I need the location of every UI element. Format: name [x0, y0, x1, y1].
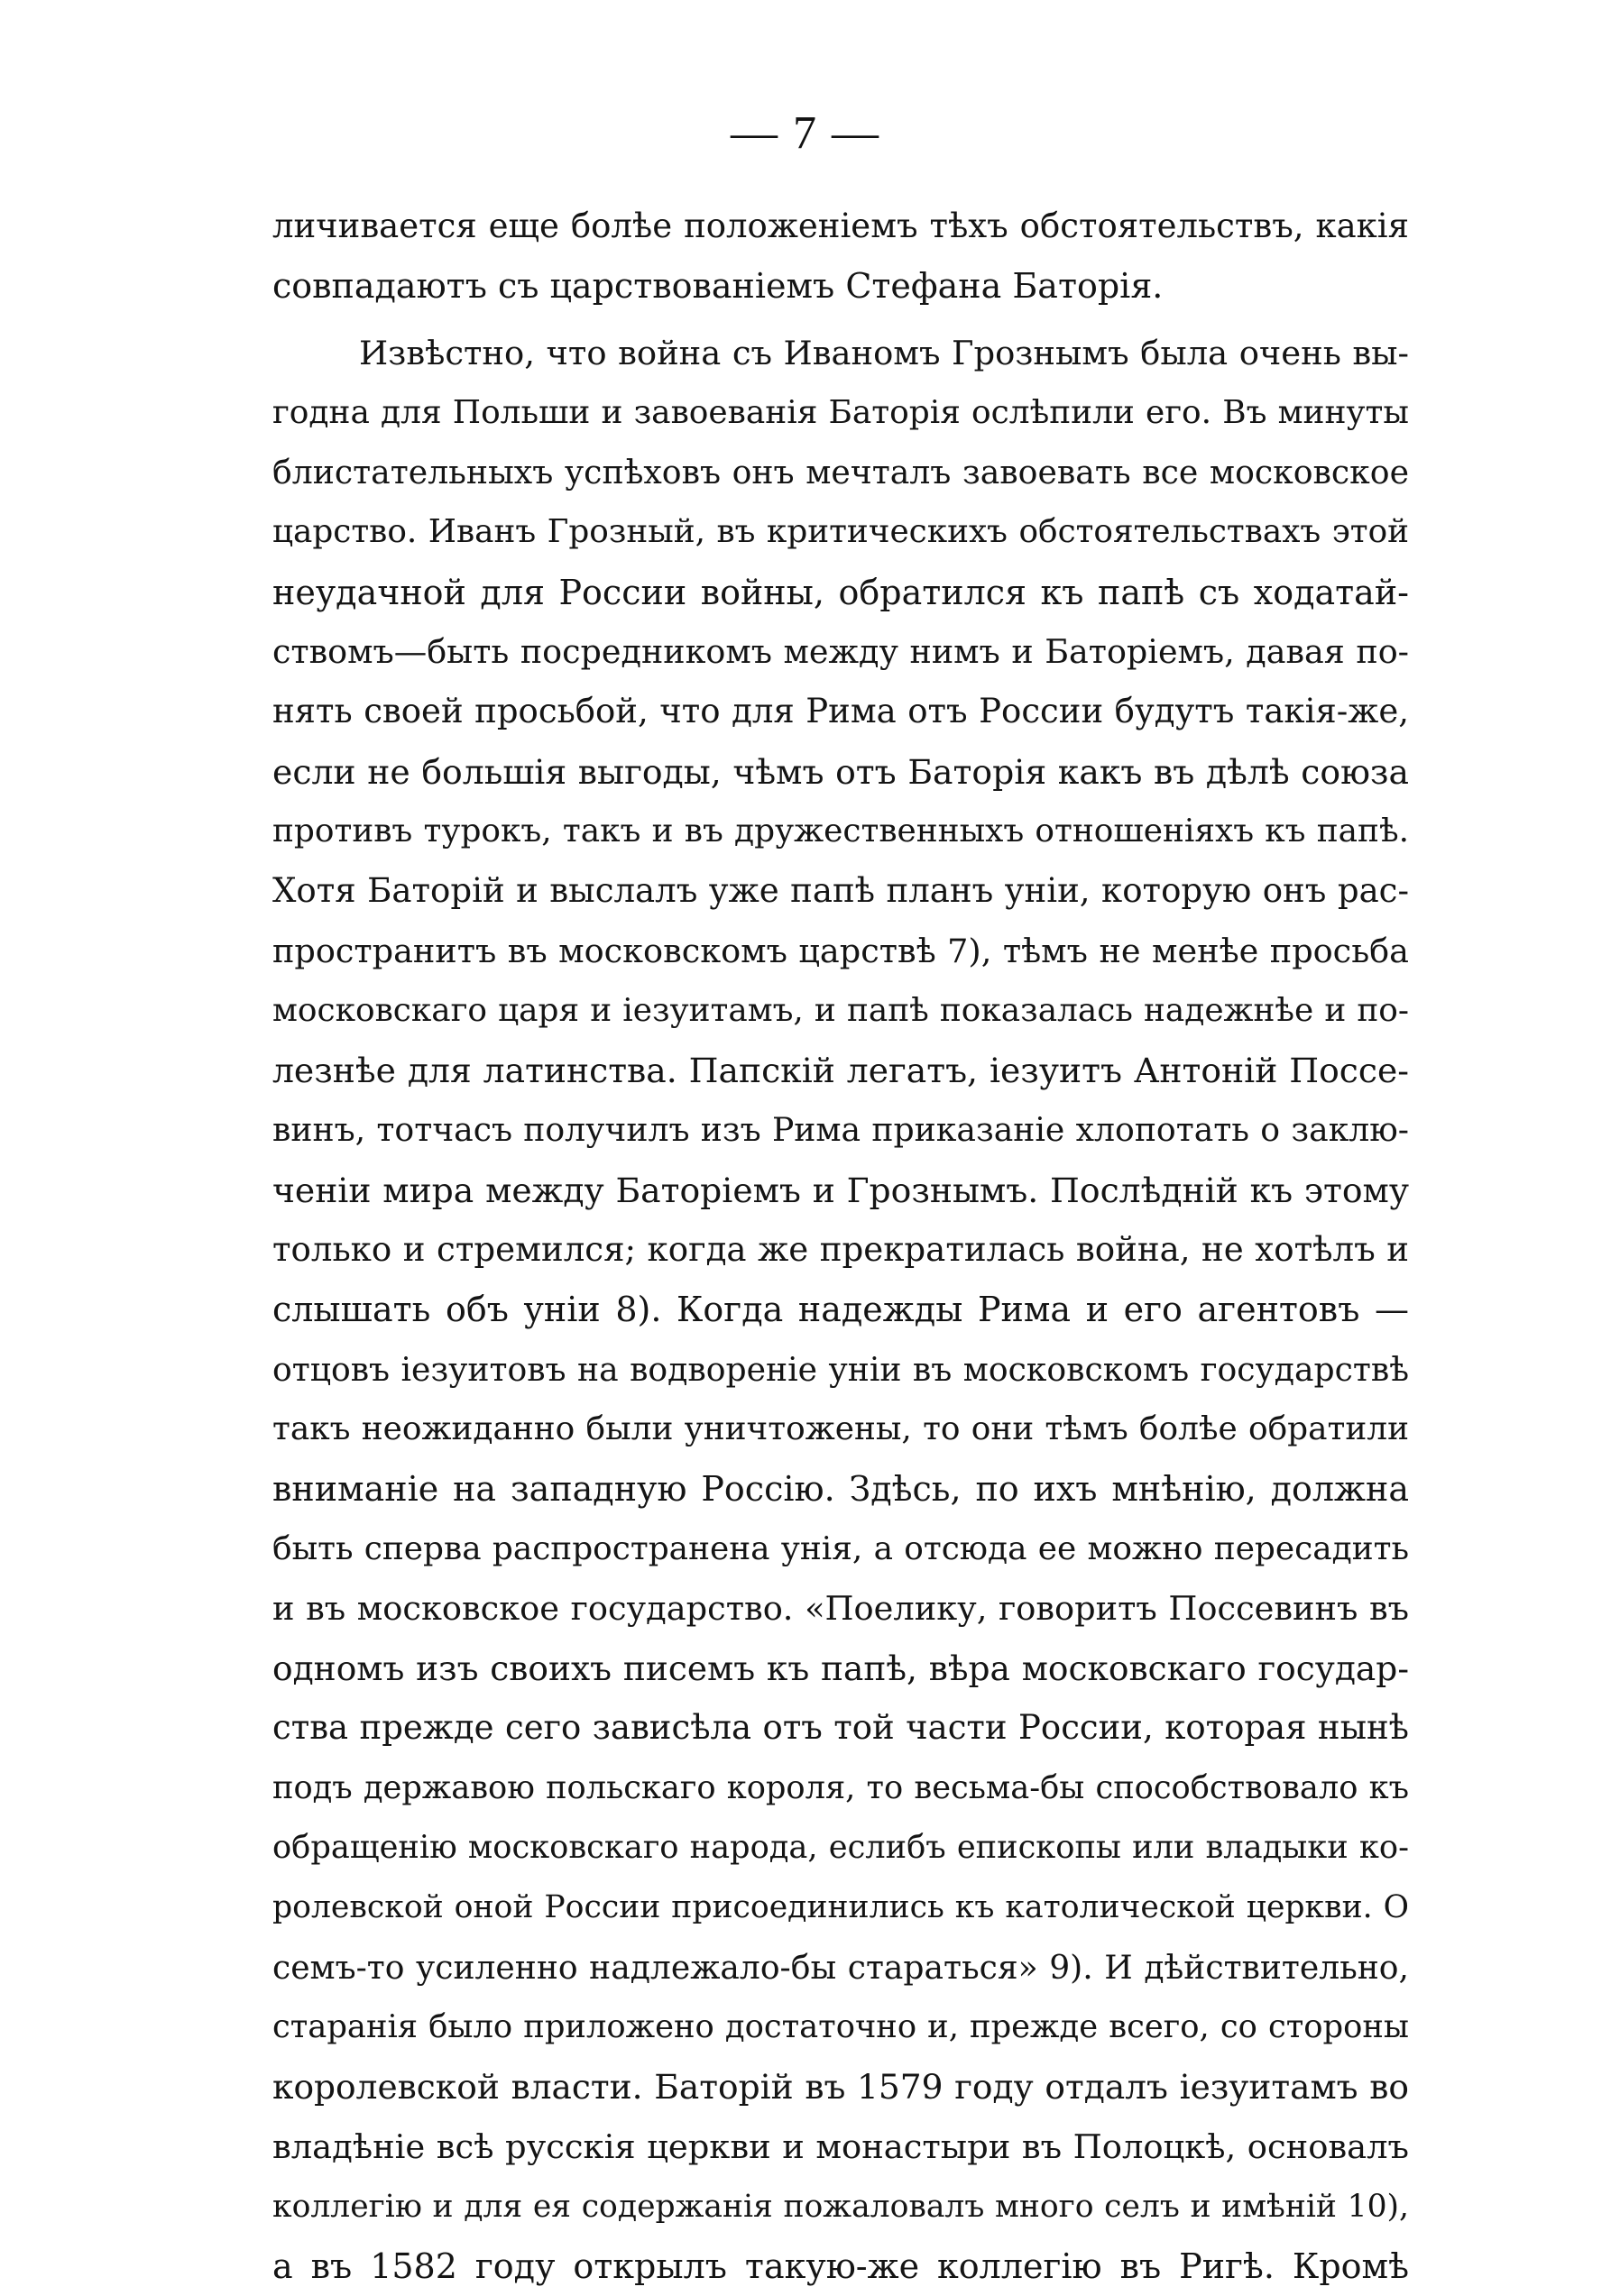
page-number: — 7 — [731, 107, 880, 159]
text-line: владѣніе всѣ русскія церкви и монастыри въ Полоцкѣ, основалъ [272, 2126, 1409, 2166]
text-line: одномъ изъ своихъ писемъ къ папѣ, вѣра московскаго государ- [272, 1649, 1409, 1689]
text-line: Извѣстно, что война съ Иваномъ Грознымъ была очень вы- [359, 333, 1409, 372]
text-line: пространитъ въ московскомъ царствѣ 7), тѣмъ не менѣе просьба [272, 931, 1409, 970]
text-line: Хотя Баторій и выслалъ уже папѣ планъ уніи, которую онъ рас- [272, 871, 1409, 911]
text-line: ствомъ—быть посредникомъ между нимъ и Баторіемъ, давая по- [272, 632, 1409, 672]
text-line: лезнѣе для латинства. Папскій легатъ, іезуитъ Антоній Поссе- [272, 1051, 1409, 1091]
text-line: и въ московское государство. «Поелику, говоритъ Поссевинъ въ [272, 1588, 1409, 1628]
text-line: подъ державою польскаго короля, то весьма-бы способствовало къ [272, 1768, 1409, 1806]
text-line: московскаго царя и іезуитамъ, и папѣ показалась надежнѣе и по- [272, 991, 1409, 1029]
text-line: царство. Иванъ Грозный, въ критическихъ обстоятельствахъ этой [272, 513, 1409, 551]
text-line: ченіи мира между Баторіемъ и Грознымъ. Послѣдній къ этому [272, 1170, 1409, 1210]
text-line: слышать объ уніи 8). Когда надежды Рима и его агентовъ — [272, 1290, 1409, 1330]
text-line: вниманіе на западную Россію. Здѣсь, по ихъ мнѣнію, должна [272, 1469, 1409, 1510]
text-line: личивается еще болѣе положеніемъ тѣхъ обстоятельствъ, какія [272, 207, 1409, 245]
text-line: если не большія выгоды, чѣмъ отъ Баторія какъ въ дѣлѣ союза [272, 751, 1409, 792]
text-line: а въ 1582 году открылъ такую-же коллегію въ Ригѣ. Кромѣ [272, 2246, 1409, 2287]
text-line: семъ-то усиленно надлежало-бы стараться» 9). И дѣйствительно, [272, 1948, 1409, 1987]
text-line: быть сперва распространена унія, а отсюда ее можно пересадить [272, 1529, 1409, 1567]
text-line: обращенію московскаго народа, еслибъ епископы или владыки ко- [272, 1829, 1409, 1867]
text-line: блистательныхъ успѣховъ онъ мечталъ завоевать все московское [272, 453, 1409, 492]
text-line: противъ турокъ, такъ и въ дружественныхъ отношеніяхъ къ папѣ. [272, 812, 1409, 850]
text-line: коллегію и для ея содержанія пожаловалъ много селъ и имѣній 10), [272, 2188, 1409, 2225]
paragraph-1 [272, 197, 1409, 317]
text-line: неудачной для России войны, обратился къ папѣ съ ходатай- [272, 572, 1409, 612]
text-line: ролевской оной России присоединились къ католической церкви. О [272, 1889, 1409, 1926]
text-line: совпадаютъ съ царствованіемъ Стефана Баторія. [272, 266, 1164, 307]
paragraph-2 [272, 324, 1409, 2296]
text-line: только и стремился; когда же прекратилась война, не хотѣлъ и [272, 1230, 1409, 1270]
text-line: такъ неожиданно были уничтожены, то они тѣмъ болѣе обратили [272, 1410, 1409, 1447]
text-line: старанія было приложено достаточно и, прежде всего, со стороны [272, 2007, 1409, 2045]
text-line: годна для Польши и завоеванія Баторія ослѣпили его. Въ минуты [272, 393, 1409, 431]
body-text [272, 197, 1409, 2296]
paragraph-gap [272, 317, 1409, 324]
text-line: королевской власти. Баторій въ 1579 году отдалъ іезуитамъ во [272, 2067, 1409, 2108]
text-line: отцовъ іезуитовъ на водвореніе уніи въ московскомъ государствѣ [272, 1349, 1409, 1389]
text-line: нять своей просьбой, что для Рима отъ России будутъ такія-же, [272, 692, 1409, 731]
text-line: винъ, тотчасъ получилъ изъ Рима приказаніе хлопотать о заклю- [272, 1110, 1409, 1150]
text-line: ства прежде сего зависѣла отъ той части России, которая нынѣ [272, 1708, 1409, 1748]
